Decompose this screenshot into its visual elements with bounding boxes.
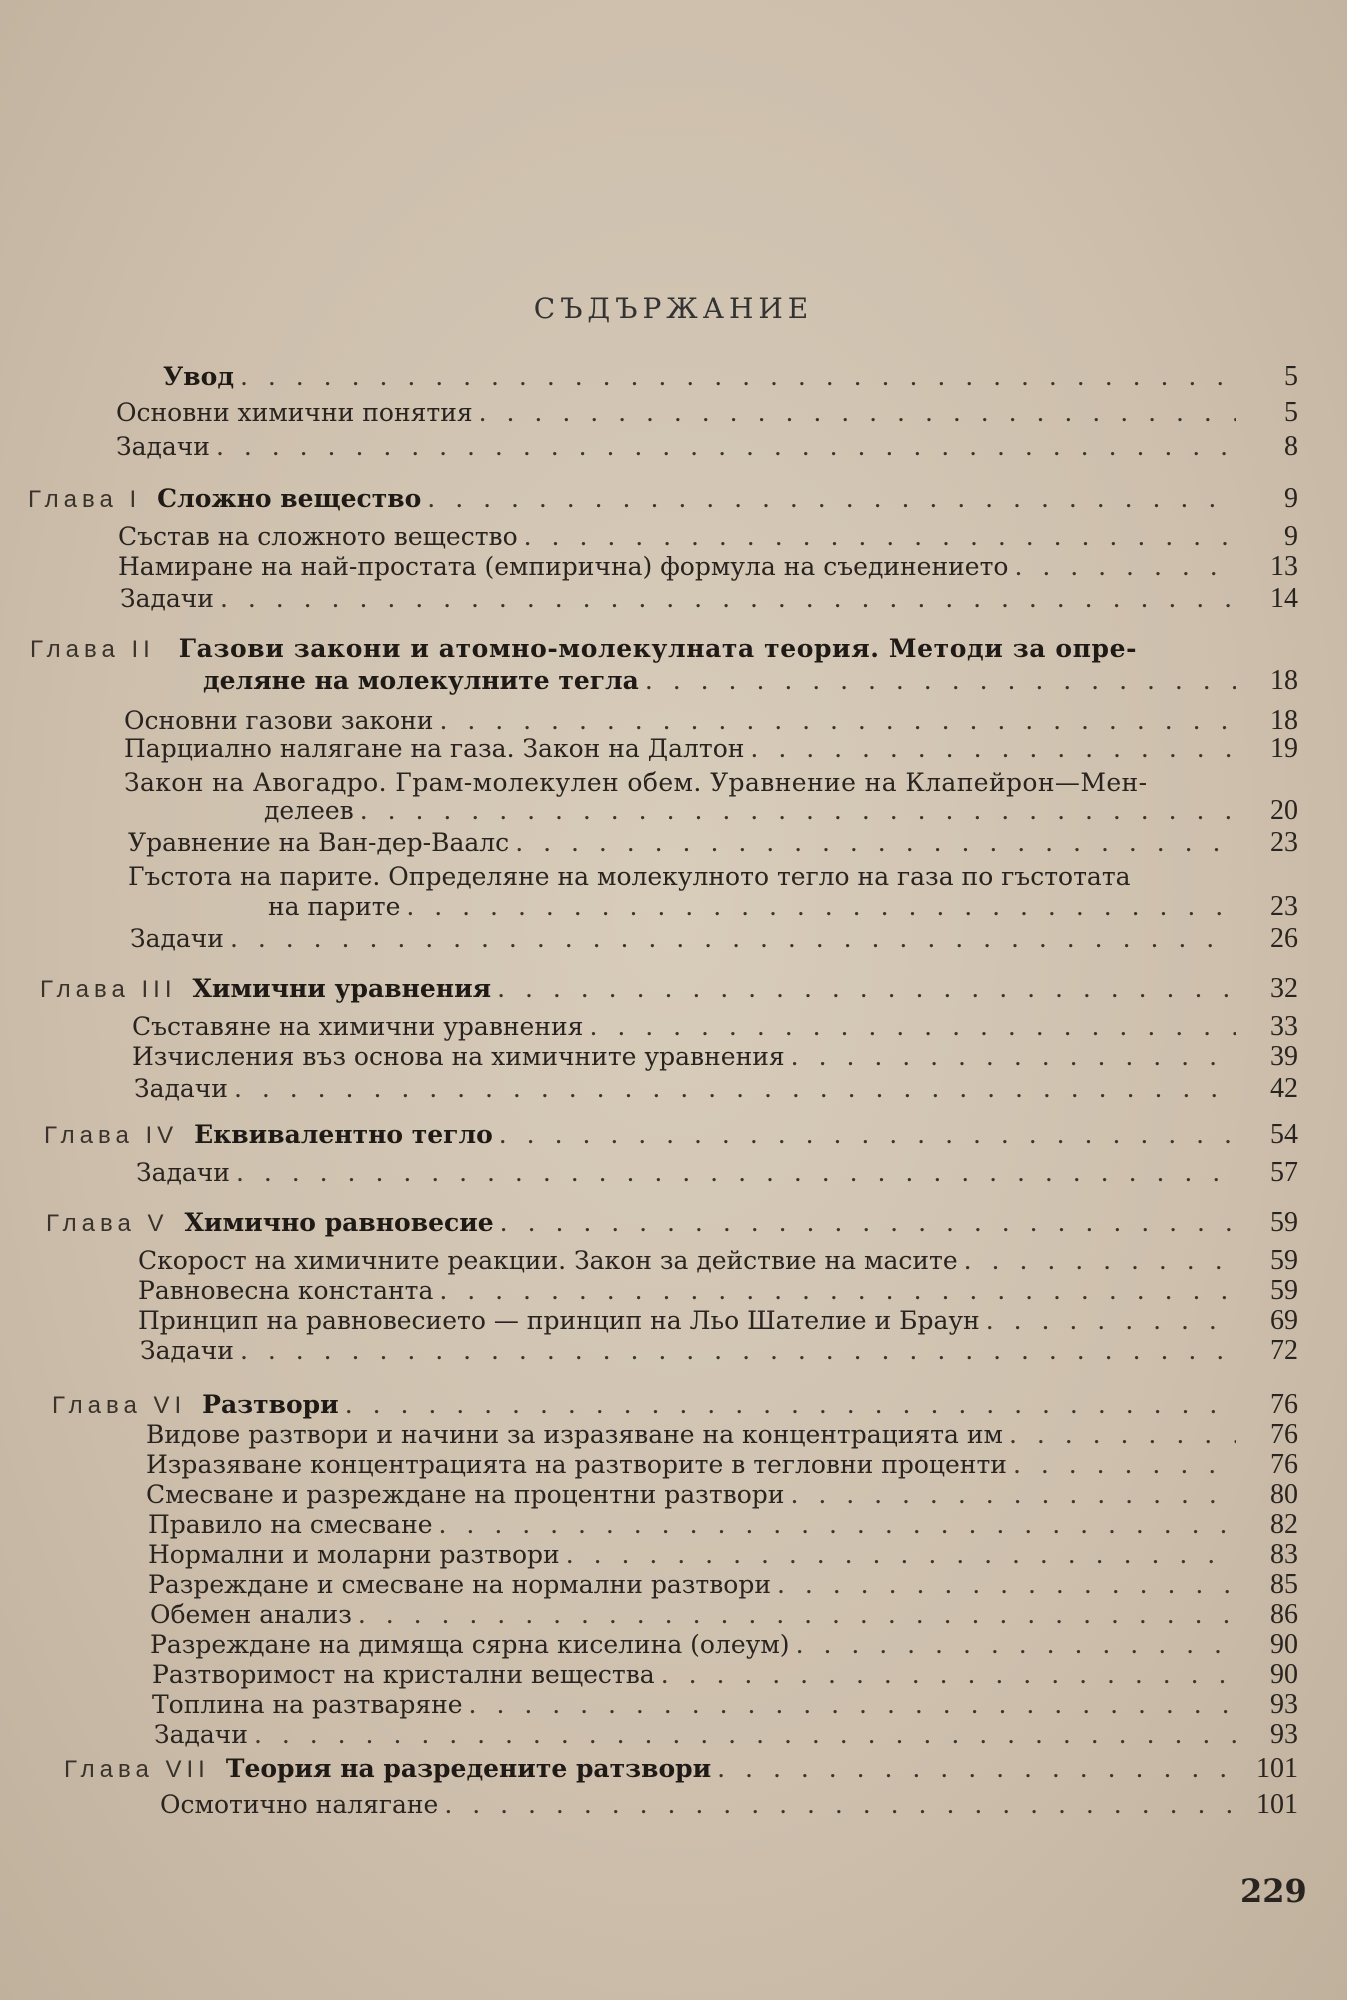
entry-page: 5 <box>1284 361 1298 392</box>
entry-label: Уравнение на Ван-дер-Ваалс <box>128 828 510 857</box>
leader-dots <box>254 1720 1236 1750</box>
leader-dots <box>427 484 1236 514</box>
entry-page: 90 <box>1270 1659 1298 1690</box>
entry-page: 5 <box>1284 397 1298 428</box>
leader-dots <box>500 1208 1236 1238</box>
entry-label: Нормални и моларни разтвори <box>148 1540 560 1569</box>
chapter-number: Глава I <box>28 486 142 513</box>
entry-label: Разтворимост на кристални вещества <box>152 1660 655 1689</box>
toc-entry <box>148 1540 1298 1570</box>
entry-label: Разреждане на димяща сярна киселина (олеум) <box>150 1630 790 1659</box>
entry-label: Задачи <box>140 1336 234 1365</box>
toc-chapter-entry <box>46 1208 1298 1239</box>
leader-dots <box>589 1012 1236 1042</box>
entry-label: Закон на Авогадро. Грам-молекулен обем. Уравнение на Клапейрон—Мен- <box>124 768 1148 797</box>
chapter-number: Глава IV <box>44 1122 179 1149</box>
entry-label: Задачи <box>120 584 214 613</box>
entry-label: Задачи <box>136 1158 230 1187</box>
toc-entry <box>148 1510 1298 1540</box>
entry-page: 8 <box>1284 431 1298 462</box>
leader-dots <box>469 1690 1236 1720</box>
entry-page: 72 <box>1270 1335 1298 1366</box>
entry-page: 18 <box>1270 665 1298 696</box>
leader-dots <box>796 1630 1236 1660</box>
entry-page: 59 <box>1270 1207 1298 1238</box>
entry-label: Състав на сложното вещество <box>118 522 518 551</box>
entry-label: Разтвори <box>202 1390 339 1419</box>
entry-label: Сложно вещество <box>157 484 422 513</box>
leader-dots <box>230 924 1236 954</box>
entry-page: 32 <box>1270 973 1298 1004</box>
entry-label: Разреждане и смесване на нормални разтвори <box>148 1570 771 1599</box>
toc-entry <box>163 362 1298 392</box>
toc-entry-continuation <box>268 892 1298 922</box>
entry-label: Увод <box>163 362 234 391</box>
chapter-number: Глава III <box>40 976 177 1003</box>
entry-label: Задачи <box>154 1720 248 1749</box>
entry-label: Парциално налягане на газа. Закон на Далтон <box>124 734 745 763</box>
toc-entry <box>160 1790 1298 1820</box>
entry-page: 86 <box>1270 1599 1298 1630</box>
entry-page: 57 <box>1270 1157 1298 1188</box>
toc-entry <box>150 1630 1298 1660</box>
toc-entry <box>136 1158 1298 1188</box>
entry-page: 19 <box>1270 733 1298 764</box>
entry-label: Изчисления въз основа на химичните уравнения <box>132 1042 785 1071</box>
entry-page: 39 <box>1270 1041 1298 1072</box>
toc-chapter-entry <box>30 634 1137 664</box>
entry-label: Равновесна константа <box>138 1276 434 1305</box>
leader-dots <box>444 1790 1236 1820</box>
toc-entry <box>118 522 1298 552</box>
leader-dots <box>360 796 1236 826</box>
toc-entry <box>146 1450 1298 1480</box>
entry-page: 54 <box>1270 1119 1298 1150</box>
entry-label: Задачи <box>130 924 224 953</box>
entry-page: 90 <box>1270 1629 1298 1660</box>
entry-page: 76 <box>1270 1449 1298 1480</box>
entry-page: 85 <box>1270 1569 1298 1600</box>
entry-label: Теория на разредените ратзвори <box>225 1754 712 1783</box>
leader-dots <box>750 734 1236 764</box>
entry-label: Задачи <box>116 432 210 461</box>
chapter-number: Глава V <box>46 1210 169 1237</box>
entry-label: на парите <box>268 892 401 921</box>
leader-dots <box>220 584 1236 614</box>
entry-page: 18 <box>1270 705 1298 736</box>
toc-entry <box>132 1042 1298 1072</box>
entry-label: деляне на молекулните тегла <box>203 666 639 695</box>
entry-label: Принцип на равновесието — принцип на Льо Шателие и Браун <box>138 1306 980 1335</box>
toc-entry <box>140 1336 1298 1366</box>
entry-label: Осмотично налягане <box>160 1790 439 1819</box>
leader-dots <box>406 892 1236 922</box>
entry-page: 23 <box>1270 827 1298 858</box>
leader-dots <box>216 432 1236 462</box>
leader-dots <box>234 1074 1236 1104</box>
entry-page: 33 <box>1270 1011 1298 1042</box>
toc-entry <box>116 432 1298 462</box>
leader-dots <box>358 1600 1236 1630</box>
leader-dots <box>1009 1420 1236 1450</box>
toc-entry <box>134 1074 1298 1104</box>
entry-page: 59 <box>1270 1245 1298 1276</box>
entry-page: 93 <box>1270 1689 1298 1720</box>
entry-label: Химично равновесие <box>184 1208 494 1237</box>
leader-dots <box>236 1158 1236 1188</box>
entry-label: делеев <box>264 796 354 825</box>
leader-dots <box>717 1754 1236 1784</box>
entry-label: Газови закони и атомно-молекулната теория. Методи за опре- <box>178 634 1138 663</box>
toc-entry-continuation <box>203 666 1298 696</box>
entry-label: Топлина на разтваряне <box>152 1690 463 1719</box>
toc-chapter-entry <box>44 1120 1298 1151</box>
toc-entry <box>124 768 1147 797</box>
entry-label: Смесване и разреждане на процентни разтвори <box>146 1480 785 1509</box>
toc-chapter-entry <box>28 484 1298 515</box>
leader-dots <box>986 1306 1236 1336</box>
toc-entry <box>132 1012 1298 1042</box>
chapter-number: Глава II <box>30 636 155 663</box>
toc-entry <box>138 1306 1298 1336</box>
entry-label: Намиране на най-простата (емпирична) формула на съединението <box>118 552 1009 581</box>
entry-label: Гъстота на парите. Определяне на молекулното тегло на газа по гъстотата <box>128 862 1131 891</box>
entry-label: Обемен анализ <box>150 1600 352 1629</box>
entry-page: 20 <box>1270 795 1298 826</box>
leader-dots <box>1014 552 1236 582</box>
leader-dots <box>240 362 1236 392</box>
toc-entry <box>138 1246 1298 1276</box>
entry-page: 83 <box>1270 1539 1298 1570</box>
leader-dots <box>497 974 1236 1004</box>
toc-entry <box>120 584 1298 614</box>
entry-label: Основни газови закони <box>124 706 434 735</box>
entry-page: 14 <box>1270 583 1298 614</box>
toc-entry <box>154 1720 1298 1750</box>
leader-dots <box>524 522 1236 552</box>
entry-page: 101 <box>1256 1753 1298 1784</box>
entry-label: Химични уравнения <box>192 974 492 1003</box>
entry-page: 26 <box>1270 923 1298 954</box>
entry-label: Основни химични понятия <box>116 398 473 427</box>
leader-dots <box>439 706 1236 736</box>
entry-page: 69 <box>1270 1305 1298 1336</box>
leader-dots <box>240 1336 1236 1366</box>
entry-page: 9 <box>1284 483 1298 514</box>
toc-entry <box>150 1600 1298 1630</box>
leader-dots <box>661 1660 1236 1690</box>
toc-entry <box>128 828 1298 858</box>
entry-page: 93 <box>1270 1719 1298 1750</box>
leader-dots <box>790 1480 1236 1510</box>
toc-entry <box>148 1570 1298 1600</box>
entry-label: Правило на смесване <box>148 1510 433 1539</box>
entry-page: 59 <box>1270 1275 1298 1306</box>
entry-label: Изразяване концентрацията на разтворите в тегловни проценти <box>146 1450 1007 1479</box>
toc-entry <box>152 1660 1298 1690</box>
page-number: 229 <box>1240 1872 1307 1910</box>
leader-dots <box>1013 1450 1236 1480</box>
toc-chapter-entry <box>52 1390 1298 1421</box>
leader-dots <box>791 1042 1236 1072</box>
entry-page: 9 <box>1284 521 1298 552</box>
toc-entry <box>118 552 1298 582</box>
leader-dots <box>479 398 1236 428</box>
leader-dots <box>777 1570 1236 1600</box>
leader-dots <box>345 1390 1236 1420</box>
entry-label: Съставяне на химични уравнения <box>132 1012 584 1041</box>
entry-label: Видове разтвори и начини за изразяване на концентрацията им <box>146 1420 1003 1449</box>
leader-dots <box>645 666 1236 696</box>
chapter-number: Глава VII <box>64 1756 210 1783</box>
toc-entry <box>124 706 1298 736</box>
leader-dots <box>515 828 1236 858</box>
chapter-number: Глава VI <box>52 1392 187 1419</box>
toc-chapter-entry <box>64 1754 1298 1785</box>
entry-page: 42 <box>1270 1073 1298 1104</box>
entry-page: 76 <box>1270 1419 1298 1450</box>
entry-label: Скорост на химичните реакции. Закон за действие на масите <box>138 1246 958 1275</box>
toc-entry <box>116 398 1298 428</box>
toc-entry <box>124 734 1298 764</box>
toc-entry <box>130 924 1298 954</box>
entry-label: Задачи <box>134 1074 228 1103</box>
entry-page: 23 <box>1270 891 1298 922</box>
leader-dots <box>499 1120 1236 1150</box>
leader-dots <box>439 1510 1236 1540</box>
toc-entry <box>146 1420 1298 1450</box>
entry-page: 101 <box>1256 1789 1298 1820</box>
toc-entry <box>128 862 1131 891</box>
toc-entry <box>152 1690 1298 1720</box>
leader-dots <box>964 1246 1236 1276</box>
toc-entry <box>138 1276 1298 1306</box>
leader-dots <box>439 1276 1236 1306</box>
entry-page: 80 <box>1270 1479 1298 1510</box>
page-title: СЪДЪРЖАНИЕ <box>533 292 814 325</box>
entry-page: 13 <box>1270 551 1298 582</box>
toc-chapter-entry <box>40 974 1298 1005</box>
toc-entry <box>146 1480 1298 1510</box>
leader-dots <box>566 1540 1236 1570</box>
entry-label: Еквивалентно тегло <box>194 1120 493 1149</box>
entry-page: 82 <box>1270 1509 1298 1540</box>
toc-entry-continuation <box>264 796 1298 826</box>
entry-page: 76 <box>1270 1389 1298 1420</box>
